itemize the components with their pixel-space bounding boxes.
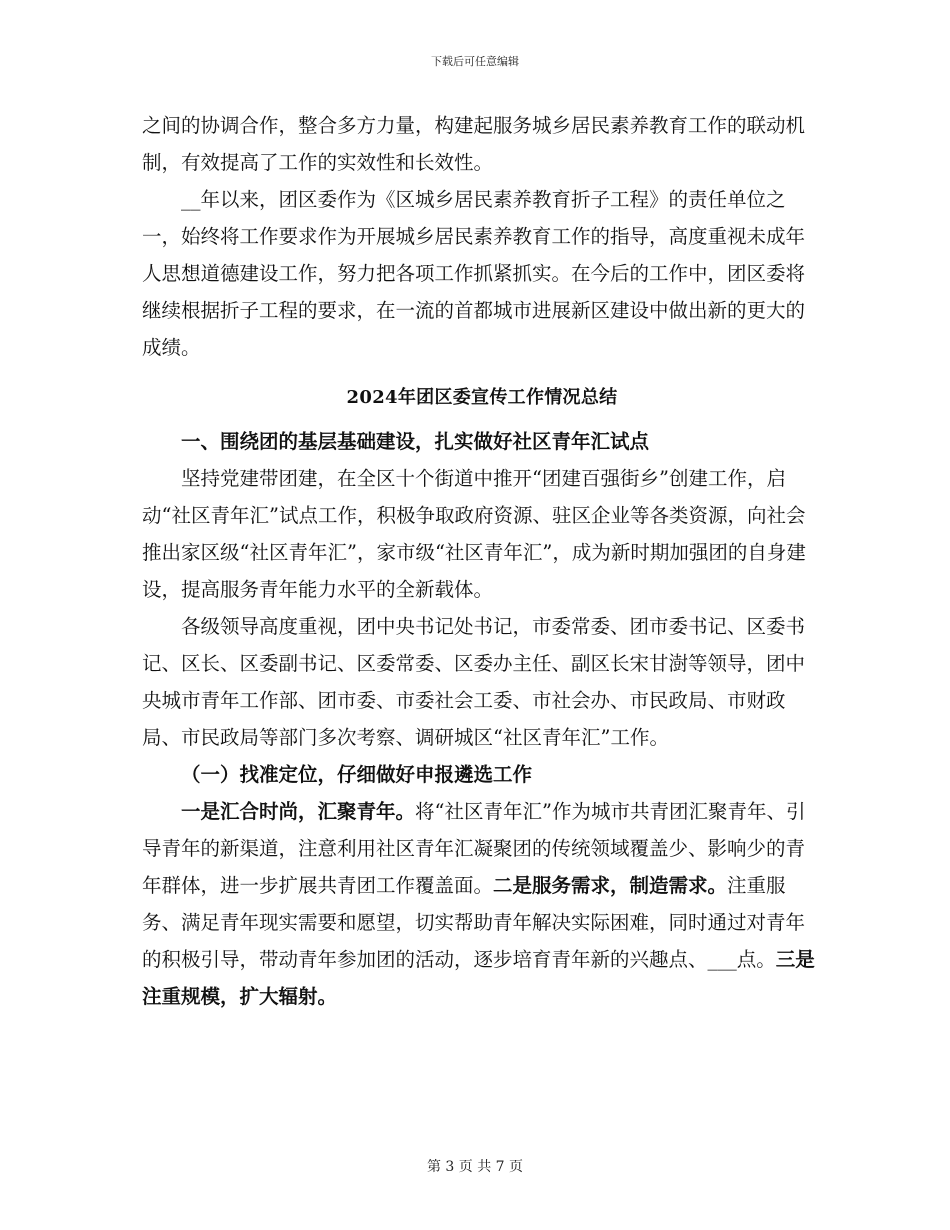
subheading-1: （一）找准定位，仔细做好申报遴选工作 — [181, 763, 533, 786]
bold-lead: 三是注重规模，扩大辐射。 — [142, 948, 815, 1008]
heading-1: 一、围绕团的基层基础建设，扎实做好社区青年汇试点 — [181, 430, 650, 453]
paragraph-text: 将“社区青年汇”作为城市共青团汇聚青年、引导青年的新渠道，注意利用社区青年汇凝聚团的传统领域覆盖少、影响少的青年群体，进一步扩展共青团工作覆盖面。 — [142, 800, 806, 897]
bold-lead: 二是服务需求，制造需求。 — [493, 874, 728, 897]
paragraph: 坚持党建带团建，在全区十个街道中推开“团建百强街乡”创建工作，启动“社区青年汇”试点工作，积极争取政府资源、驻区企业等各类资源，向社会推出家区级“社区青年汇”，家市级“社区青年汇”，成为新时期加强团的自身建设，提高服务青年能力水平的全新载体。 — [142, 467, 806, 601]
section-title: 2024年团区委宣传工作情况总结 — [346, 387, 618, 408]
bold-lead: 一是汇合时尚，汇聚青年。 — [181, 800, 416, 823]
paragraph: 各级领导高度重视，团中央书记处书记，市委常委、团市委书记、区委书记、区长、区委副书记、区委常委、区委办主任、副区长宋甘澍等领导，团中央城市青年工作部、团市委、市委社会工委、市社会办、市民政局、市财政局、市民政局等部门多次考察、调研城区“社区青年汇”工作。 — [142, 615, 806, 749]
page-header-note: 下载后可任意编辑 — [431, 55, 519, 68]
paragraph: __年以来，团区委作为《区城乡居民素养教育折子工程》的责任单位之一，始终将工作要求作为开展城乡居民素养教育工作的指导，高度重视未成年人思想道德建设工作，努力把各项工作抓紧抓实。在今后的工作中，团区委将继续根据折子工程的要求，在一流的首都城市进展新区建设中做出新的更大的成绩。 — [142, 188, 806, 359]
document-body — [142, 107, 822, 1015]
page-number: 第 3 页 共 7 页 — [426, 1159, 524, 1175]
paragraph-text: 注重服务、满足青年现实需要和愿望，切实帮助青年解决实际困难，同时通过对青年的积极引导，带动青年参加团的活动，逐步培育青年新的兴趣点、___点。 — [142, 874, 806, 971]
paragraph — [142, 793, 822, 1015]
paragraph: 之间的协调合作，整合多方力量，构建起服务城乡居民素养教育工作的联动机制，有效提高了工作的实效性和长效性。 — [142, 114, 806, 174]
